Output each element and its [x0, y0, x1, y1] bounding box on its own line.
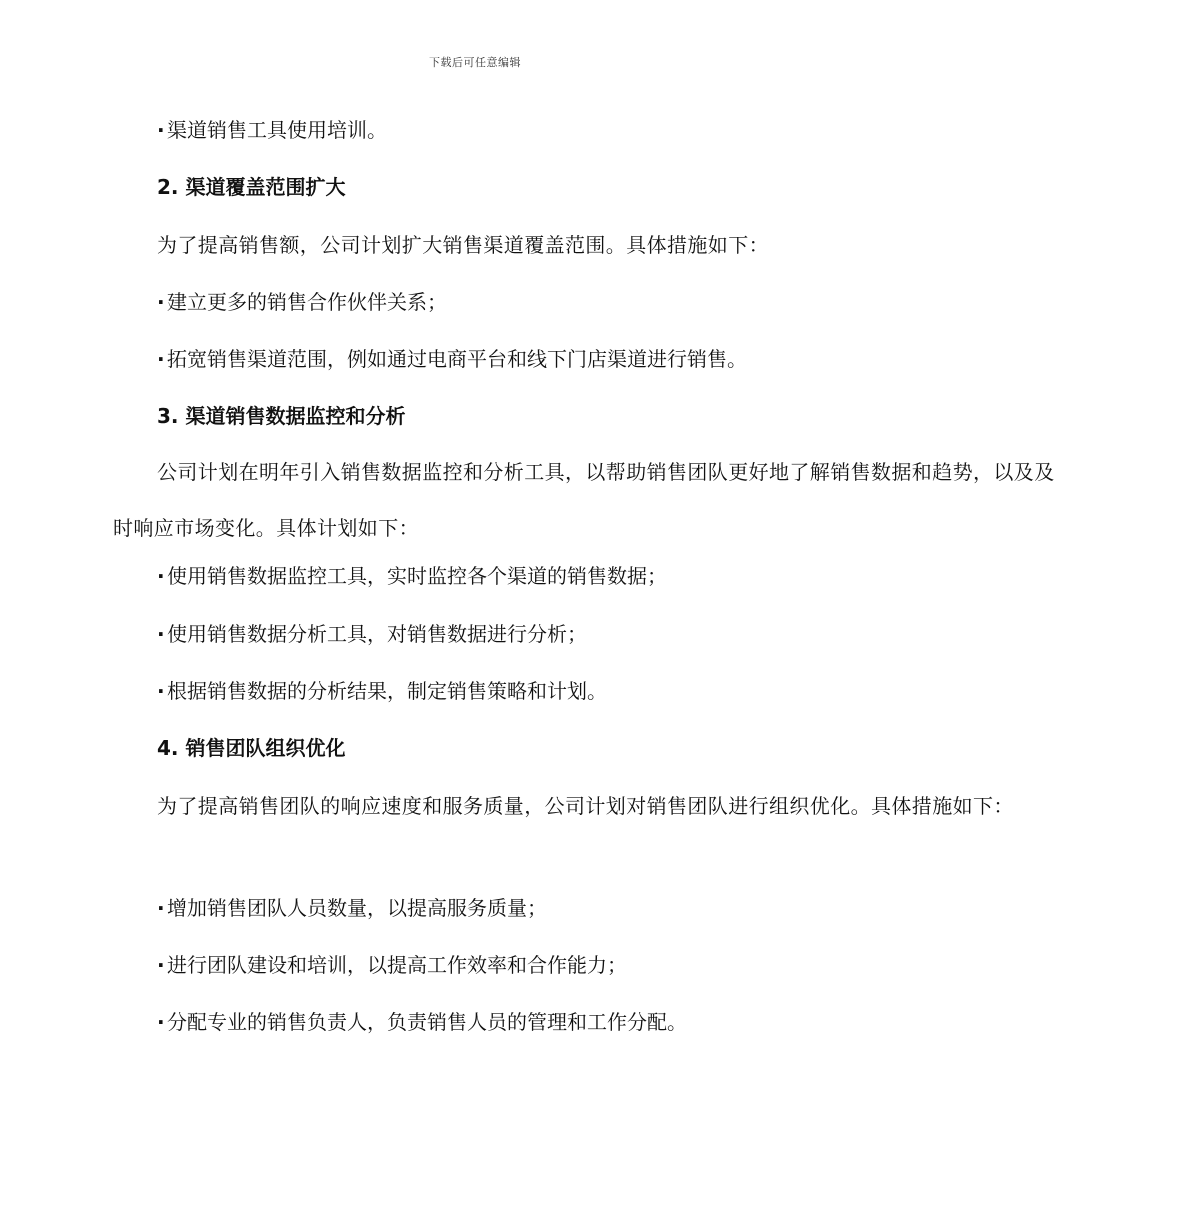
list-item-text: 根据销售数据的分析结果，制定销售策略和计划。 — [167, 679, 607, 703]
list-item-text: 使用销售数据监控工具，实时监控各个渠道的销售数据； — [167, 564, 667, 588]
section-heading-4: 4. 销售团队组织优化 — [157, 736, 346, 760]
page-header: 下载后可任意编辑 — [429, 56, 521, 69]
list-item-text: 使用销售数据分析工具，对销售数据进行分析； — [167, 622, 587, 646]
list-item — [0, 562, 1107, 590]
list-item — [0, 620, 1107, 648]
bullet-marker: · — [157, 953, 165, 977]
paragraph: 为了提高销售额，公司计划扩大销售渠道覆盖范围。具体措施如下： — [157, 233, 769, 257]
list-item-text: 建立更多的销售合作伙伴关系； — [167, 290, 447, 314]
list-item — [0, 951, 1107, 979]
list-item-text: 进行团队建设和培训，以提高工作效率和合作能力； — [167, 953, 627, 977]
section-heading-3: 3. 渠道销售数据监控和分析 — [157, 404, 406, 428]
list-item — [0, 1008, 1107, 1036]
list-item-text: 渠道销售工具使用培训。 — [167, 118, 387, 142]
bullet-marker: · — [157, 347, 165, 371]
list-item — [0, 116, 1107, 144]
list-item-text: 增加销售团队人员数量，以提高服务质量； — [167, 896, 547, 920]
list-item — [0, 288, 1107, 316]
bullet-marker: · — [157, 290, 165, 314]
bullet-marker: · — [157, 622, 165, 646]
section-heading-2: 2. 渠道覆盖范围扩大 — [157, 175, 346, 199]
list-item — [0, 894, 1107, 922]
list-item-text: 拓宽销售渠道范围，例如通过电商平台和线下门店渠道进行销售。 — [167, 347, 747, 371]
list-item — [0, 677, 1107, 705]
bullet-marker: · — [157, 896, 165, 920]
list-item — [0, 345, 1107, 373]
bullet-marker: · — [157, 1010, 165, 1034]
paragraph: 公司计划在明年引入销售数据监控和分析工具，以帮助销售团队更好地了解销售数据和趋势，以及及时响应市场变化。具体计划如下： — [113, 460, 1055, 540]
bullet-marker: · — [157, 679, 165, 703]
bullet-marker: · — [157, 118, 165, 142]
bullet-marker: · — [157, 564, 165, 588]
paragraph: 为了提高销售团队的响应速度和服务质量，公司计划对销售团队进行组织优化。具体措施如下： — [157, 794, 1014, 818]
list-item-text: 分配专业的销售负责人，负责销售人员的管理和工作分配。 — [167, 1010, 687, 1034]
